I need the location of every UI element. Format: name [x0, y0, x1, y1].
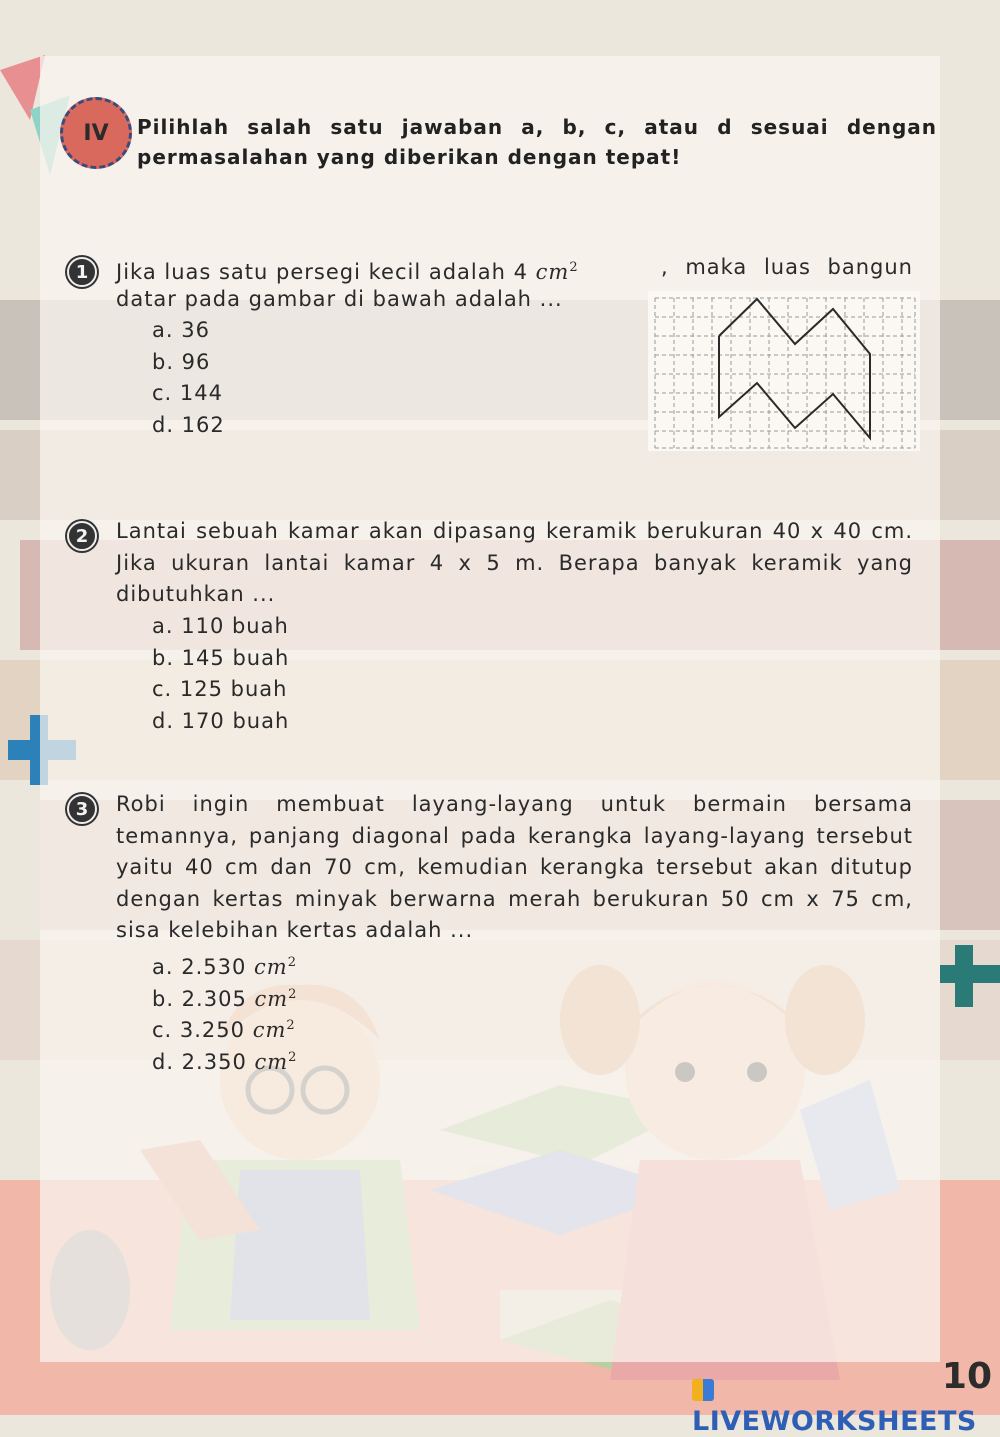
question-1-number: 1 [67, 257, 97, 287]
option-d-unit: $cm^2$ [254, 1049, 298, 1074]
question-2-text: Lantai sebuah kamar akan dipasang keramik berukuran 40 x 40 cm. Jika ukuran lantai kamar 4 x 5 m. Berapa banyak keramik yang dibutuhkan ... [116, 519, 913, 606]
question-2-number: 2 [67, 521, 97, 551]
option-b-unit: $cm^2$ [254, 986, 298, 1011]
section-instruction: Pilihlah salah satu jawaban a, b, c, atau d sesuai dengan permasalahan yang diberikan dengan tepat! [137, 115, 937, 169]
option-d[interactable]: d. 2.350 $cm^2$ [152, 1049, 298, 1074]
question-3-options [152, 947, 297, 1073]
question-3-text: Robi ingin membuat layang-layang untuk bermain bersama temannya, panjang diagonal pada kerangka layang-layang tersebut yaitu 40 cm dan 70 cm, kemudian kerangka tersebut akan ditutup dengan kertas minyak berwarna merah berukuran 50 cm x 75 cm, sisa kelebihan kertas adalah ... [116, 792, 913, 942]
option-b[interactable]: b. 2.305 $cm^2$ [152, 986, 298, 1011]
question-2-options [152, 611, 289, 737]
option-c[interactable]: c. 125 buah [152, 677, 288, 701]
option-a[interactable]: a. 36 [152, 318, 210, 342]
option-d[interactable]: d. 170 buah [152, 708, 290, 733]
option-c[interactable]: c. 144 [152, 381, 223, 405]
option-b[interactable]: b. 145 buah [152, 645, 290, 670]
option-c-unit: $cm^2$ [252, 1018, 296, 1042]
page-number: 10 [941, 1356, 992, 1397]
question-1-options [152, 315, 225, 441]
liveworksheets-watermark: LIVEWORKSHEETS [692, 1375, 1000, 1437]
section-badge: IV [60, 97, 132, 169]
option-a[interactable]: a. 110 buah [152, 614, 289, 638]
option-c[interactable]: c. 3.250 $cm^2$ [152, 1018, 296, 1042]
question-1-grid-figure [648, 291, 920, 451]
option-a[interactable]: a. 2.530 $cm^2$ [152, 955, 297, 979]
question-1-text-after: , maka luas bangun datar pada gambar di bawah adalah ... [116, 255, 913, 311]
question-1-unit: $cm^2$ [535, 260, 579, 284]
liveworksheets-logo-icon [692, 1379, 714, 1401]
option-d[interactable]: d. 162 [152, 412, 225, 437]
question-1-text-before: Jika luas satu persegi kecil adalah 4 [116, 260, 536, 284]
question-3-number: 3 [67, 794, 97, 824]
option-b[interactable]: b. 96 [152, 349, 211, 374]
option-a-unit: $cm^2$ [254, 955, 297, 979]
